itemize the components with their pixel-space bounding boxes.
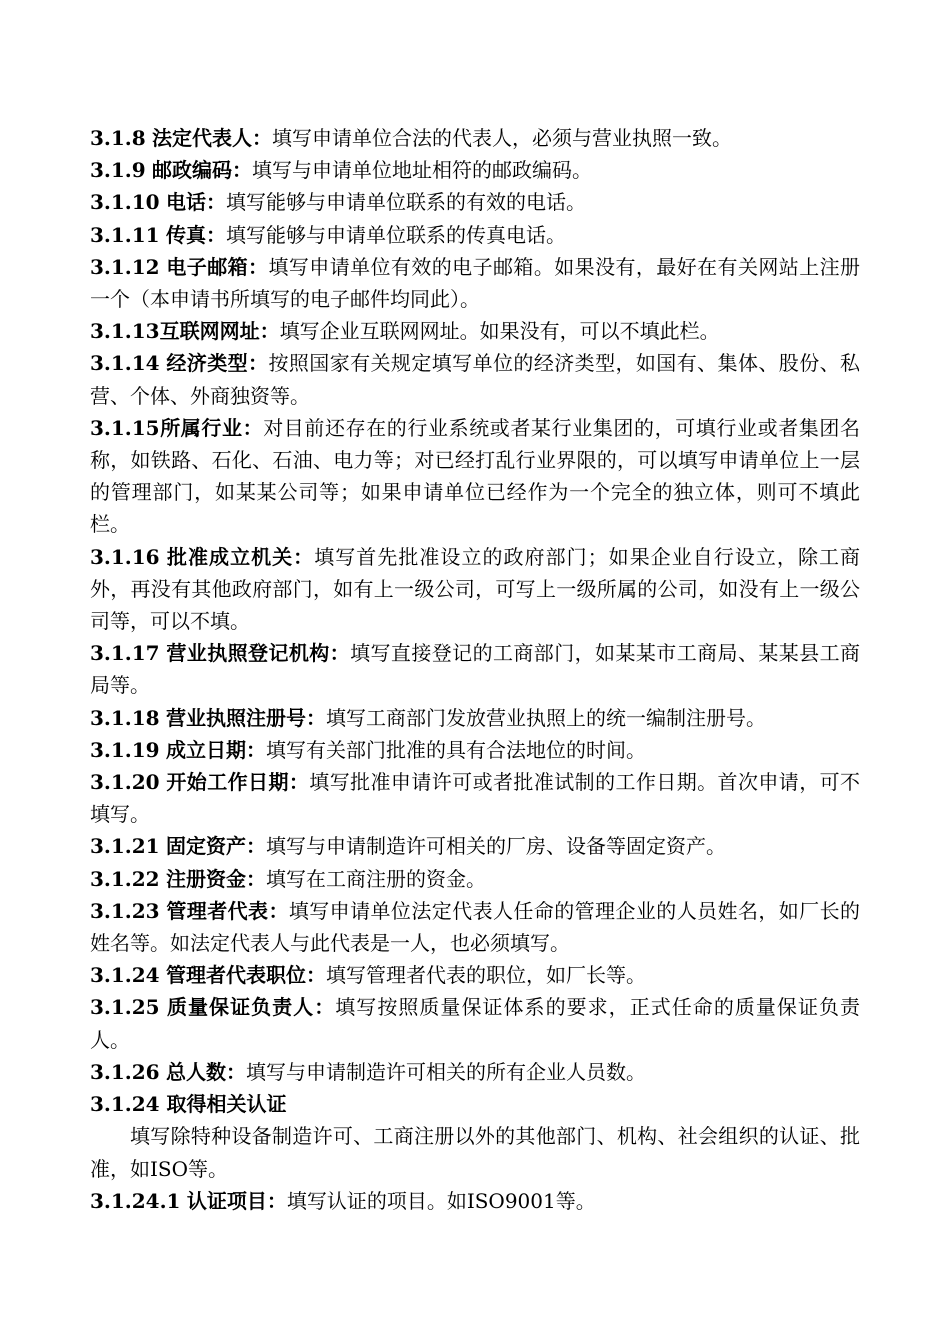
entry-term: 管理者代表职位： [165,963,326,988]
entry-term: 电话： [165,190,226,215]
entry-term: 营业执照登记机构： [166,641,351,666]
entry-term: 互联网网址： [159,319,280,344]
entry-3-1-20 [90,766,860,830]
entry-number: 3.1.8 [90,126,146,150]
entry-term: 总人数： [165,1059,246,1084]
entry-number: 3.1.13 [90,319,160,344]
entry-number: 3.1.18 [90,705,160,730]
entry-3-1-9 [90,154,860,186]
entry-3-1-12 [90,251,860,315]
entry-body: 填写认证的项目。如ISO9001等。 [286,1188,596,1213]
entry-body: 填写工商部门发放营业执照上的统一编制注册号。 [325,705,766,730]
entry-3-1-18 [90,702,860,734]
entry-body: 对目前还存在的行业系统或者某行业集团的，可填行业或者集团名称，如铁路、石化、石油、电力等；对已经打乱行业界限的，可以填写申请单位上一层的管理部门，如某某公司等；如果申请单位已经作为一个完全的独立体，则可不填此栏。 [90,415,861,537]
entry-3-1-13 [90,315,860,347]
entry-body: 填写申请单位合法的代表人，必须与营业执照一致。 [272,126,733,150]
entry-term: 批准成立机关： [166,544,315,569]
entry-number: 3.1.15 [90,415,160,440]
entry-3-1-8 [90,122,860,154]
entry-number: 3.1.11 [90,222,160,247]
entry-term: 电子邮箱： [166,254,269,279]
entry-number: 3.1.12 [90,254,160,279]
entry-body: 填写企业互联网网址。如果没有，可以不填此栏。 [279,319,720,344]
entry-number: 3.1.14 [90,351,160,376]
entry-term: 所属行业： [159,415,264,440]
entry-term: 成立日期： [165,737,266,762]
entry-number: 3.1.24 [90,963,160,988]
entry-term: 认证项目： [186,1188,287,1213]
entry-term: 邮政编码： [152,158,253,183]
entry-term: 注册资金： [165,866,266,891]
entry-3-1-11 [90,219,860,251]
entry-term: 质量保证负责人： [166,995,336,1020]
entry-3-1-25 [90,991,860,1055]
entry-term: 管理者代表： [166,898,289,923]
entry-body: 填写能够与申请单位联系的传真电话。 [225,222,566,247]
entry-body: 填写有关部门批准的具有合法地位的时间。 [265,737,646,762]
entry-number: 3.1.10 [90,190,160,215]
entry-term: 固定资产： [165,834,266,859]
entry-body: 填写批准申请许可或者批准试制的工作日期。首次申请，可不填写。 [90,770,861,827]
entry-number: 3.1.26 [90,1059,160,1084]
section-paragraph: 填写除特种设备制造许可、工商注册以外的其他部门、机构、社会组织的认证、批准，如ISO等。 [90,1124,860,1181]
entry-3-1-23 [90,895,860,959]
entry-number: 3.1.19 [90,737,160,762]
entry-number: 3.1.20 [90,770,160,795]
entry-3-1-14 [90,347,860,411]
entry-number: 3.1.25 [90,995,160,1020]
entry-body: 填写能够与申请单位联系的有效的电话。 [225,190,586,215]
entry-3-1-17 [90,637,860,701]
entry-body: 填写与申请制造许可相关的厂房、设备等固定资产。 [265,834,726,859]
entry-number: 3.1.24.1 [90,1188,181,1213]
entry-body: 填写在工商注册的资金。 [265,866,486,891]
entry-3-1-26 [90,1056,860,1088]
entry-number: 3.1.22 [90,866,160,891]
entry-3-1-16 [90,541,860,638]
entry-3-1-24 [90,959,860,991]
entry-3-1-21 [90,830,860,862]
entry-body: 填写管理者代表的职位，如厂长等。 [325,963,646,988]
entry-3-1-10 [90,186,860,218]
entry-term: 法定代表人： [152,126,273,150]
section-heading: 3.1.24 取得相关认证 [90,1092,287,1117]
entry-3-1-24-1 [90,1185,860,1217]
entry-body: 填写申请单位有效的电子邮箱。如果没有，最好在有关网站上注册一个（本申请书所填写的电子邮件均同此）。 [90,254,861,312]
entry-number: 3.1.9 [90,158,146,183]
entry-3-1-19 [90,734,860,766]
entry-body: 填写申请单位法定代表人任命的管理企业的人员姓名，如厂长的姓名等。如法定代表人与此代表是一人，也必须填写。 [90,898,861,956]
entry-term: 营业执照注册号： [165,705,326,730]
entry-3-1-22 [90,863,860,895]
entry-body: 按照国家有关规定填写单位的经济类型，如国有、集体、股份、私营、个体、外商独资等。 [90,351,861,408]
entry-number: 3.1.21 [90,834,160,859]
entry-term: 开始工作日期： [166,770,310,795]
entry-body: 填写直接登记的工商部门，如某某市工商局、某某县工商局等。 [90,641,861,698]
entry-body: 填写首先批准设立的政府部门；如果企业自行设立，除工商外，再没有其他政府部门，如有上一级公司，可写上一级所属的公司，如没有上一级公司等，可以不填。 [90,544,861,634]
entry-3-1-15 [90,412,860,541]
entry-number: 3.1.23 [90,898,160,923]
entry-term: 经济类型： [166,351,269,376]
entry-number: 3.1.17 [90,641,160,666]
entry-body: 填写与申请单位地址相符的邮政编码。 [252,158,593,183]
entry-term: 传真： [165,222,226,247]
entry-body: 填写与申请制造许可相关的所有企业人员数。 [245,1059,646,1084]
entry-number: 3.1.16 [90,544,160,569]
entry-body: 填写按照质量保证体系的要求，正式任命的质量保证负责人。 [90,995,861,1052]
